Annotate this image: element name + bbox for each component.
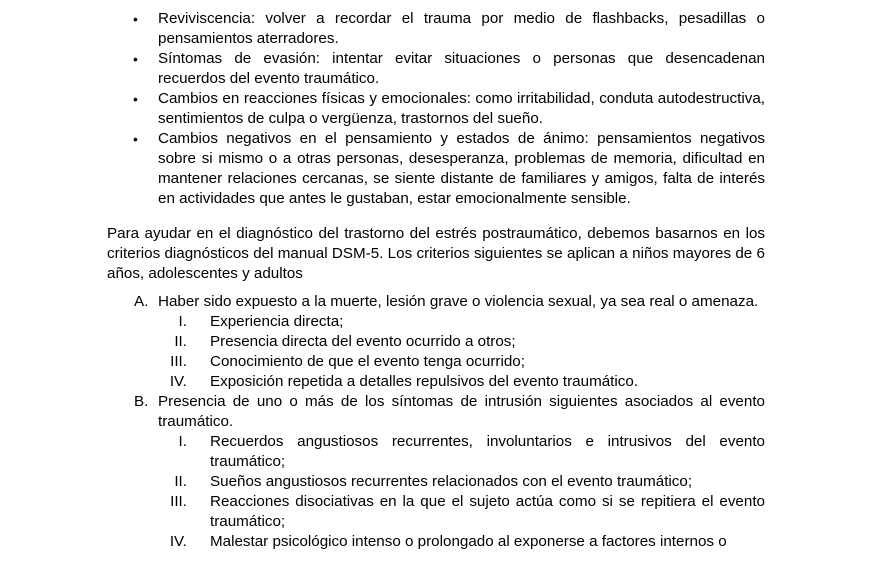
bullet-text: Reviviscencia: volver a recordar el trauma por medio de flashbacks, pesadillas o pensamientos aterradores. bbox=[158, 10, 765, 47]
bullet-dot: • bbox=[133, 51, 138, 67]
sub-criterion-marker: IV. bbox=[169, 373, 187, 390]
criterion-item bbox=[107, 292, 765, 392]
sub-criterion-item bbox=[158, 372, 765, 392]
sub-criterion-text: Presencia directa del evento ocurrido a otros; bbox=[210, 333, 516, 350]
diagnosis-paragraph: Para ayudar en el diagnóstico del trastorno del estrés postraumático, debemos basarnos en los criterios diagnósticos del manual DSM-5. Los criterios siguientes se aplican a niños mayores de 6 años, adolescentes y adultos bbox=[107, 225, 765, 282]
sub-criterion-marker: III. bbox=[170, 493, 187, 510]
bullet-dot: • bbox=[133, 91, 138, 107]
sub-criterion-item bbox=[158, 532, 765, 552]
sub-criterion-marker: IV. bbox=[169, 533, 187, 550]
sub-criteria-list bbox=[158, 432, 765, 552]
sub-criterion-text: Sueños angustiosos recurrentes relacionados con el evento traumático; bbox=[210, 473, 693, 490]
bullet-item bbox=[133, 129, 765, 209]
sub-criterion-marker: II. bbox=[174, 473, 187, 490]
sub-criterion-marker: I. bbox=[178, 313, 187, 330]
criterion-text: Haber sido expuesto a la muerte, lesión grave o violencia sexual, ya sea real o amenaza. bbox=[158, 293, 759, 310]
sub-criterion-text: Reacciones disociativas en la que el sujeto actúa como si se repitiera el evento traumático; bbox=[210, 493, 765, 530]
bullet-item bbox=[133, 49, 765, 89]
sub-criterion-item bbox=[158, 472, 765, 492]
bullet-text: Síntomas de evasión: intentar evitar situaciones o personas que desencadenan recuerdos del evento traumático. bbox=[158, 50, 765, 87]
sub-criterion-text: Malestar psicológico intenso o prolongado al exponerse a factores internos o bbox=[210, 533, 727, 550]
symptom-bullet-list bbox=[133, 9, 765, 209]
criterion-marker: B. bbox=[134, 393, 149, 410]
sub-criterion-marker: II. bbox=[174, 333, 187, 350]
sub-criterion-text: Experiencia directa; bbox=[210, 313, 344, 330]
bullet-item bbox=[133, 89, 765, 129]
sub-criteria-list bbox=[158, 312, 765, 392]
bullet-dot: • bbox=[133, 131, 138, 147]
bullet-text: Cambios en reacciones físicas y emocionales: como irritabilidad, conduta autodestructiva, sentimientos de culpa o vergüenza, trastornos del sueño. bbox=[158, 90, 765, 127]
bullet-text: Cambios negativos en el pensamiento y estados de ánimo: pensamientos negativos sobre si mismo o a otras personas, desesperanza, problemas de memoria, dificultad en mantener relaciones cercanas, se siente distante de familiares y amigos, falta de interés en actividades que antes le gustaban, estar emocionalmente sensible. bbox=[158, 130, 765, 207]
bullet-dot: • bbox=[133, 11, 138, 27]
dsm5-criteria-list bbox=[107, 292, 765, 552]
sub-criterion-text: Exposición repetida a detalles repulsivos del evento traumático. bbox=[210, 373, 639, 390]
criterion-marker: A. bbox=[134, 293, 149, 310]
sub-criterion-item bbox=[158, 352, 765, 372]
sub-criterion-item bbox=[158, 492, 765, 532]
sub-criterion-text: Conocimiento de que el evento tenga ocurrido; bbox=[210, 353, 525, 370]
sub-criterion-marker: III. bbox=[170, 353, 187, 370]
sub-criterion-text: Recuerdos angustiosos recurrentes, involuntarios e intrusivos del evento traumático; bbox=[210, 433, 765, 470]
sub-criterion-marker: I. bbox=[178, 433, 187, 450]
sub-criterion-item bbox=[158, 312, 765, 332]
sub-criterion-item bbox=[158, 432, 765, 472]
criterion-text: Presencia de uno o más de los síntomas de intrusión siguientes asociados al evento traumático. bbox=[158, 393, 765, 430]
criterion-item bbox=[107, 392, 765, 552]
sub-criterion-item bbox=[158, 332, 765, 352]
bullet-item bbox=[133, 9, 765, 49]
